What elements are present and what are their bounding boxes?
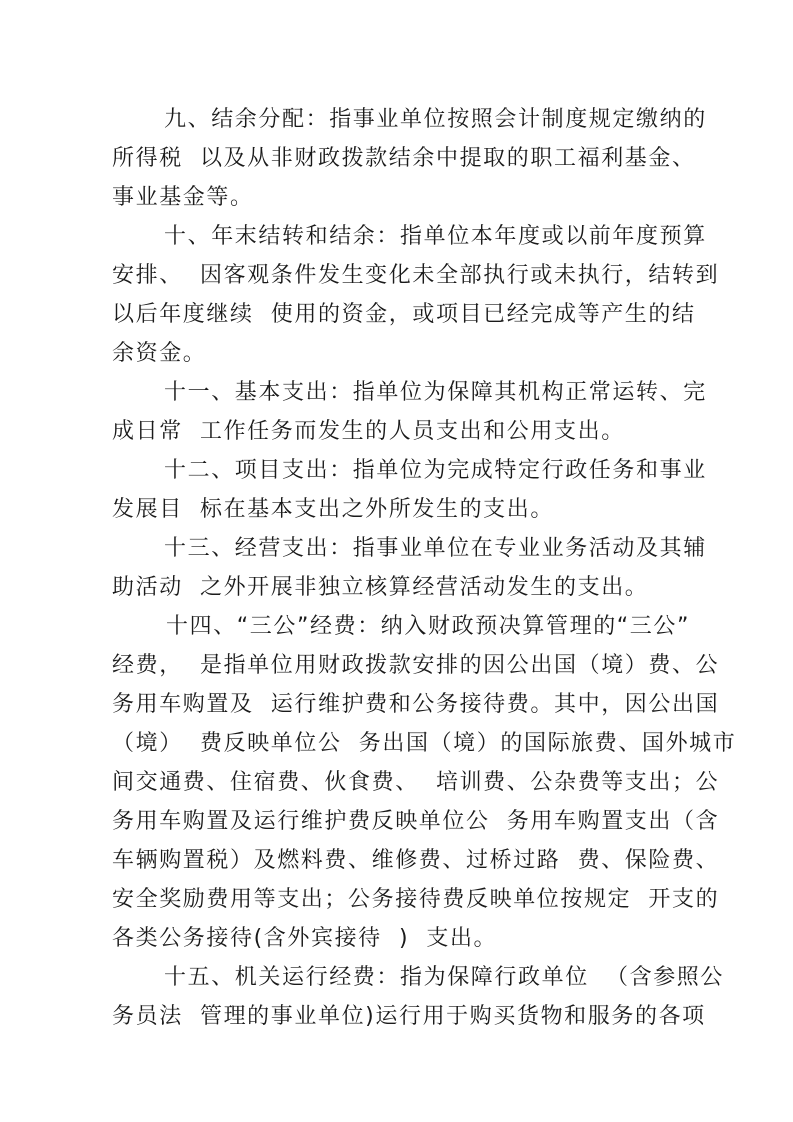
paragraph-line: 经费， 是指单位用财政拨款安排的因公出国（境）费、公 — [112, 653, 720, 678]
paragraph-line: 助活动 之外开展非独立核算经营活动发生的支出。 — [112, 575, 649, 600]
paragraph-line: 十、年末结转和结余：指单位本年度或以前年度预算 — [164, 224, 707, 249]
paragraph-line: 务用车购置及运行维护费反映单位公 务用车购置支出（含 — [112, 809, 720, 834]
paragraph-line: 余资金。 — [112, 341, 207, 366]
paragraph-line: 事业基金等。 — [112, 185, 254, 210]
paragraph-line: 九、结余分配：指事业单位按照会计制度规定缴纳的 — [164, 107, 707, 132]
paragraph-line: 所得税 以及从非财政拨款结余中提取的职工福利基金、 — [112, 146, 696, 171]
paragraph-line: 间交通费、住宿费、伙食费、 培训费、公杂费等支出；公 — [112, 770, 720, 795]
paragraph-line: 十一、基本支出：指单位为保障其机构正常运转、完 — [164, 380, 707, 405]
paragraph-line: 安全奖励费用等支出；公务接待费反映单位按规定 开支的 — [112, 887, 720, 912]
paragraph-line: 安排、 因客观条件发生变化未全部执行或未执行，结转到 — [112, 263, 720, 288]
paragraph-line: 十三、经营支出：指事业单位在专业业务活动及其辅 — [164, 536, 707, 561]
paragraph-line: 务员法 管理的事业单位)运行用于购买货物和服务的各项 — [112, 1004, 706, 1029]
paragraph-line: 十二、项目支出：指单位为完成特定行政任务和事业 — [164, 458, 707, 483]
paragraph-line: 十四、“三公”经费：纳入财政预决算管理的“三公” — [166, 614, 690, 639]
paragraph-line: 各类公务接待(含外宾接待 ) 支出。 — [112, 926, 498, 951]
paragraph-line: （境） 费反映单位公 务出国（境）的国际旅费、国外城市 — [112, 731, 737, 756]
paragraph-line: 以后年度继续 使用的资金，或项目已经完成等产生的结 — [112, 302, 696, 327]
paragraph-line: 成日常 工作任务而发生的人员支出和公用支出。 — [112, 419, 625, 444]
paragraph-line: 务用车购置及 运行维护费和公务接待费。其中，因公出国 — [112, 692, 720, 717]
paragraph-line: 车辆购置税）及燃料费、维修费、过桥过路 费、保险费、 — [112, 848, 720, 873]
paragraph-line: 发展目 标在基本支出之外所发生的支出。 — [112, 497, 554, 522]
paragraph-line: 十五、机关运行经费：指为保障行政单位 （含参照公 — [164, 965, 724, 990]
